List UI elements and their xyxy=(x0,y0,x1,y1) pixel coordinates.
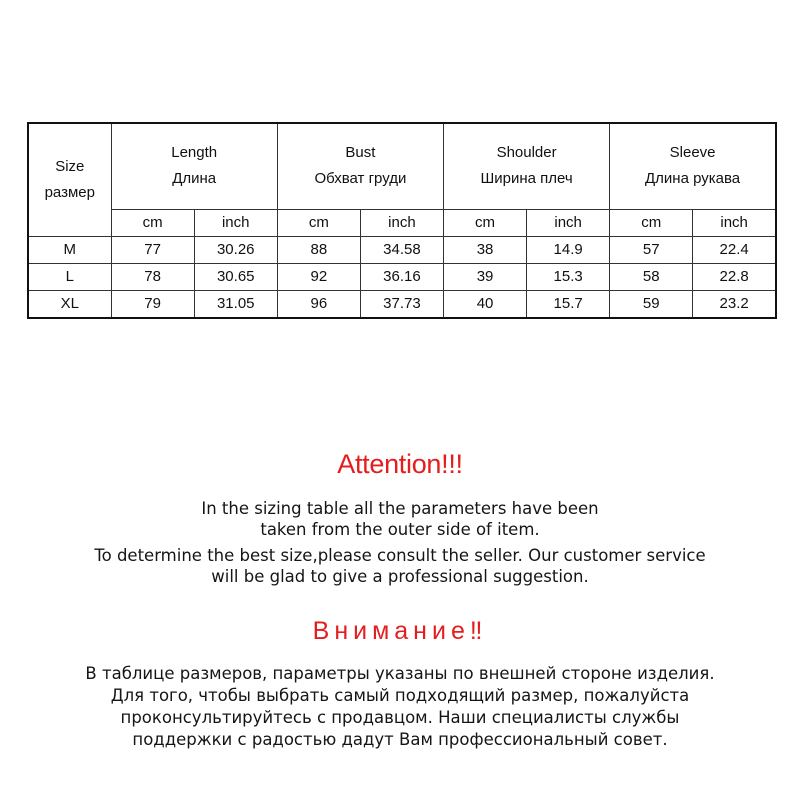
unit-cell: cm xyxy=(610,209,693,236)
value-cell: 39 xyxy=(444,263,527,290)
length-header-en: Length xyxy=(171,144,218,162)
russian-line: поддержки с радостью дадут Вам профессиональный совет. xyxy=(132,730,668,749)
value-cell: 79 xyxy=(111,290,194,318)
unit-cell: inch xyxy=(360,209,443,236)
length-header-cell xyxy=(111,123,277,209)
english-paragraph xyxy=(0,498,800,540)
table-row xyxy=(28,236,776,263)
bust-header-en: Bust xyxy=(345,144,376,162)
value-cell: 77 xyxy=(111,236,194,263)
unit-cell: cm xyxy=(444,209,527,236)
sleeve-header-cell xyxy=(610,123,776,209)
russian-line: проконсультируйтесь с продавцом. Наши специалисты службы xyxy=(120,708,680,727)
value-cell: 36.16 xyxy=(360,263,443,290)
size-table xyxy=(27,122,777,319)
units-row xyxy=(28,209,776,236)
value-cell: 14.9 xyxy=(527,236,610,263)
english-line: taken from the outer side of item. xyxy=(260,520,540,539)
value-cell: 22.8 xyxy=(693,263,776,290)
english-line: To determine the best size,please consult the seller. Our customer service xyxy=(94,546,706,565)
bust-header-ru: Обхват груди xyxy=(314,170,407,188)
value-cell: 37.73 xyxy=(360,290,443,318)
value-cell: 30.26 xyxy=(194,236,277,263)
value-cell: 40 xyxy=(444,290,527,318)
value-cell: 92 xyxy=(277,263,360,290)
size-cell: XL xyxy=(28,290,111,318)
russian-notice xyxy=(0,663,800,751)
english-line: In the sizing table all the parameters have been xyxy=(201,499,599,518)
english-paragraph xyxy=(0,545,800,587)
english-line: will be glad to give a professional suggestion. xyxy=(211,567,589,586)
value-cell: 58 xyxy=(610,263,693,290)
value-cell: 34.58 xyxy=(360,236,443,263)
size-cell: M xyxy=(28,236,111,263)
value-cell: 38 xyxy=(444,236,527,263)
value-cell: 23.2 xyxy=(693,290,776,318)
unit-cell: inch xyxy=(527,209,610,236)
attention-title: Attention!!! xyxy=(337,449,463,479)
bust-header-cell xyxy=(277,123,443,209)
unit-cell: cm xyxy=(111,209,194,236)
value-cell: 96 xyxy=(277,290,360,318)
russian-line: В таблице размеров, параметры указаны по внешней стороне изделия. xyxy=(85,664,715,683)
value-cell: 30.65 xyxy=(194,263,277,290)
sleeve-header-en: Sleeve xyxy=(669,144,716,162)
russian-line: Для того, чтобы выбрать самый подходящий размер, пожалуйста xyxy=(110,686,690,705)
table-row xyxy=(28,263,776,290)
value-cell: 15.7 xyxy=(527,290,610,318)
shoulder-header-ru: Ширина плеч xyxy=(480,170,573,188)
english-notice xyxy=(0,498,800,587)
size-header-cell xyxy=(28,123,111,236)
value-cell: 88 xyxy=(277,236,360,263)
unit-cell: cm xyxy=(277,209,360,236)
russian-attention-title: Внимание‼ xyxy=(312,617,488,645)
value-cell: 57 xyxy=(610,236,693,263)
value-cell: 31.05 xyxy=(194,290,277,318)
value-cell: 15.3 xyxy=(527,263,610,290)
value-cell: 78 xyxy=(111,263,194,290)
length-header-ru: Длина xyxy=(172,170,217,188)
unit-cell: inch xyxy=(693,209,776,236)
table-header-row xyxy=(28,123,776,209)
size-cell: L xyxy=(28,263,111,290)
sleeve-header-ru: Длина рукава xyxy=(645,170,741,188)
shoulder-header-cell xyxy=(444,123,610,209)
value-cell: 59 xyxy=(610,290,693,318)
shoulder-header-en: Shoulder xyxy=(496,144,557,162)
value-cell: 22.4 xyxy=(693,236,776,263)
size-header-ru: размер xyxy=(44,183,95,201)
unit-cell: inch xyxy=(194,209,277,236)
size-header-en: Size xyxy=(55,157,85,175)
table-row xyxy=(28,290,776,318)
